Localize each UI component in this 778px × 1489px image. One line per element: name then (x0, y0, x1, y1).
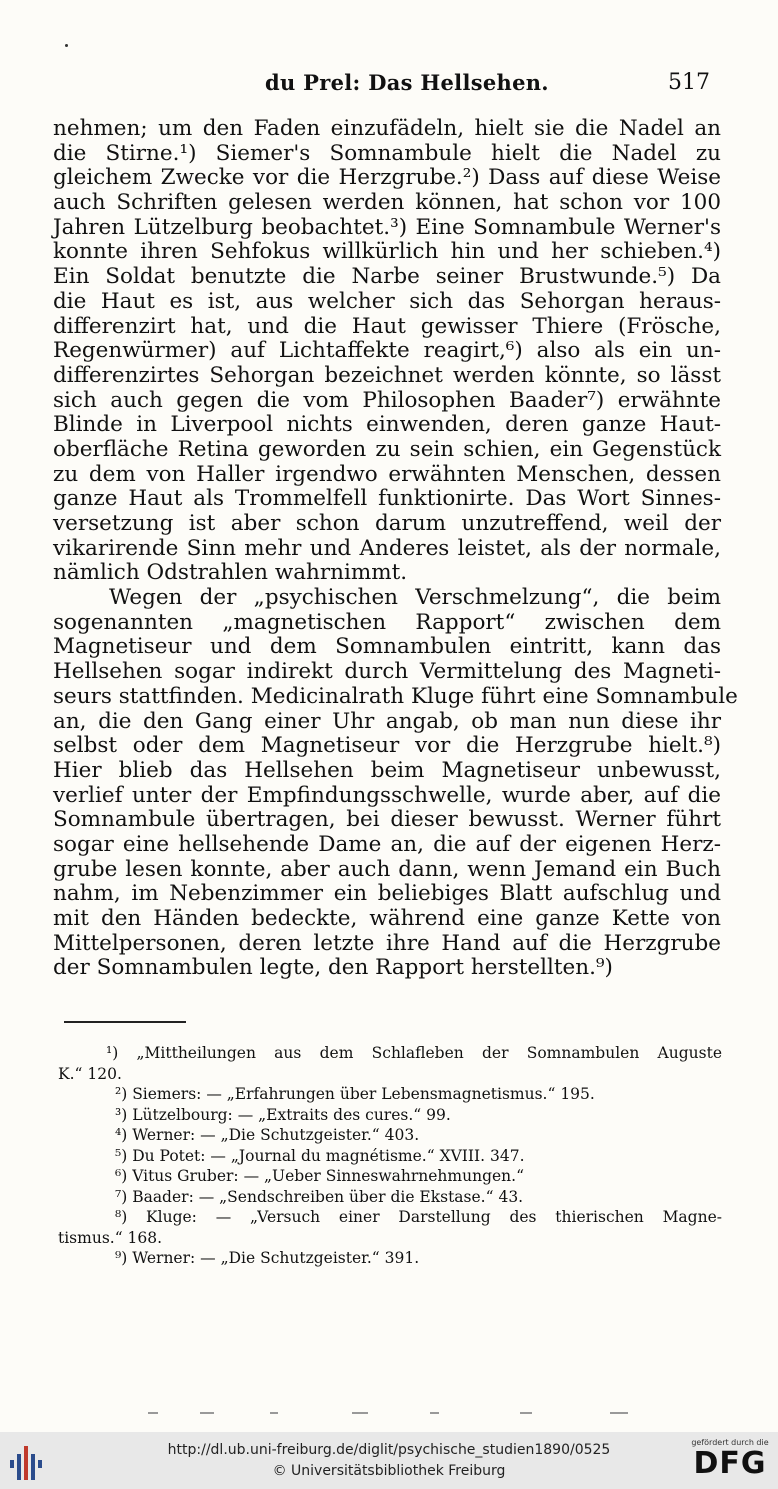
footnote: ⁴) Werner: — „Die Schutzgeister.“ 403. (115, 1126, 420, 1144)
footnote: ¹) „Mittheilungen aus dem Schlafleben der Somnambulen Auguste (106, 1044, 722, 1062)
paragraph-first-line: Wegen der „psychischen Verschmelzung“, die beim (109, 585, 721, 611)
body-line: konnte ihren Sehfokus willkürlich hin und her schieben.⁴) (53, 239, 721, 265)
body-line: sogenannten „magnetischen Rapport“ zwischen dem (53, 609, 721, 635)
body-line: Somnambule übertragen, bei dieser bewusst. Werner führt (53, 807, 721, 833)
scan-artifact (430, 1412, 439, 1414)
dfg-logo-mark: DFG (693, 1446, 767, 1481)
body-line: differenzirtes Sehorgan bezeichnet werden könnte, so lässt (53, 362, 721, 388)
dfg-logo (688, 1438, 772, 1486)
body-line: sogar eine hellsehende Dame an, die auf der eigenen Herz- (53, 831, 721, 857)
body-line: mit den Händen bedeckte, während eine ganze Kette von (53, 906, 721, 931)
scan-artifact (200, 1412, 214, 1414)
body-line: der Somnambulen legte, den Rapport herstellten.⁹) (53, 955, 613, 981)
body-line: nehmen; um den Faden einzufädeln, hielt sie die Nadel an (53, 116, 721, 141)
body-line: Hellsehen sogar indirekt durch Vermittelung des Magneti- (53, 659, 721, 685)
body-line: ganze Haut als Trommelfell funktionirte. Das Wort Sinnes- (53, 486, 721, 512)
body-line: die Haut es ist, aus welcher sich das Sehorgan heraus- (53, 288, 721, 314)
body-line: oberfläche Retina geworden zu sein schien, ein Gegenstück (53, 436, 721, 462)
scan-artifact (148, 1412, 158, 1414)
body-line: Jahren Lützelburg beobachtet.³) Eine Somnambule Werner's (53, 214, 721, 240)
running-head: du Prel: Das Hellsehen. (265, 70, 549, 95)
body-line: seurs stattfinden. Medicinalrath Kluge führt eine Somnambule (53, 683, 738, 709)
body-line: differenzirt hat, und die Haut gewisser Thiere (Frösche, (53, 313, 721, 339)
body-line: verlief unter der Empfindungsschwelle, wurde aber, auf die (53, 782, 721, 808)
viewer-footer (0, 1432, 778, 1489)
footnote: ⁹) Werner: — „Die Schutzgeister.“ 391. (115, 1249, 420, 1267)
footnote-continuation: tismus.“ 168. (58, 1228, 163, 1247)
body-line: an, die den Gang einer Uhr angab, ob man nun diese ihr (53, 708, 721, 734)
body-line: Regenwürmer) auf Lichtaffekte reagirt,⁶) also als ein un- (53, 338, 721, 364)
body-line: versetzung ist aber schon darum unzutreffend, weil der (53, 511, 721, 536)
dfg-tagline: gefördert durch die (691, 1438, 769, 1447)
footnote: ⁶) Vitus Gruber: — „Ueber Sinneswahrnehmungen.“ (115, 1167, 525, 1185)
body-line: nahm, im Nebenzimmer ein beliebiges Blatt aufschlug und (53, 881, 721, 907)
source-url-link[interactable]: http://dl.ub.uni-freiburg.de/diglit/psychische_studien1890/0525 (167, 1442, 611, 1458)
body-line: Mittelpersonen, deren letzte ihre Hand auf die Herzgrube (53, 930, 721, 956)
footnote-continuation: K.“ 120. (58, 1064, 122, 1083)
body-line: die Stirne.¹) Siemer's Somnambule hielt die Nadel zu (53, 140, 721, 166)
body-line: Ein Soldat benutzte die Narbe seiner Brustwunde.⁵) Da (53, 264, 721, 290)
body-line: Hier blieb das Hellsehen beim Magnetiseur unbewusst, (53, 757, 721, 783)
copyright-notice: © Universitätsbibliothek Freiburg (272, 1463, 506, 1479)
scan-artifact (520, 1412, 532, 1414)
body-line: sich auch gegen die vom Philosophen Baader⁷) erwähnte (53, 387, 721, 413)
scan-speck (65, 44, 68, 47)
footnotes (58, 1043, 722, 1269)
body-line: grube lesen konnte, aber auch dann, wenn Jemand ein Buch (53, 856, 721, 882)
scan-artifact (352, 1412, 368, 1414)
body-line: Magnetiseur und dem Somnambulen eintritt, kann das (53, 634, 721, 660)
body-line: zu dem von Haller irgendwo erwähnten Menschen, dessen (53, 461, 721, 487)
footnote-separator (64, 1021, 186, 1023)
page-number: 517 (668, 70, 710, 95)
body-line: vikarirende Sinn mehr und Anderes leistet, als der normale, (53, 535, 721, 561)
body-line: selbst oder dem Magnetiseur vor die Herzgrube hielt.⁸) (53, 733, 721, 759)
footnote: ⁸) Kluge: — „Versuch einer Darstellung des thierischen Magne- (115, 1208, 722, 1226)
body-line: nämlich Odstrahlen wahrnimmt. (53, 560, 408, 586)
scan-artifact (610, 1412, 628, 1414)
body-text (53, 116, 738, 981)
scan-artifact (270, 1412, 278, 1414)
body-line: auch Schriften gelesen werden können, hat schon vor 100 (53, 190, 721, 216)
body-line: Blinde in Liverpool nichts einwenden, deren ganze Haut- (53, 412, 721, 438)
footnote: ⁷) Baader: — „Sendschreiben über die Ekstase.“ 43. (115, 1187, 524, 1206)
footnote: ²) Siemers: — „Erfahrungen über Lebensmagnetismus.“ 195. (115, 1085, 595, 1103)
footnote: ⁵) Du Potet: — „Journal du magnétisme.“ XVIII. 347. (115, 1146, 525, 1165)
body-line: gleichem Zwecke vor die Herzgrube.²) Dass auf diese Weise (53, 165, 721, 191)
footnote: ³) Lützelbourg: — „Extraits des cures.“ 99. (115, 1105, 451, 1124)
